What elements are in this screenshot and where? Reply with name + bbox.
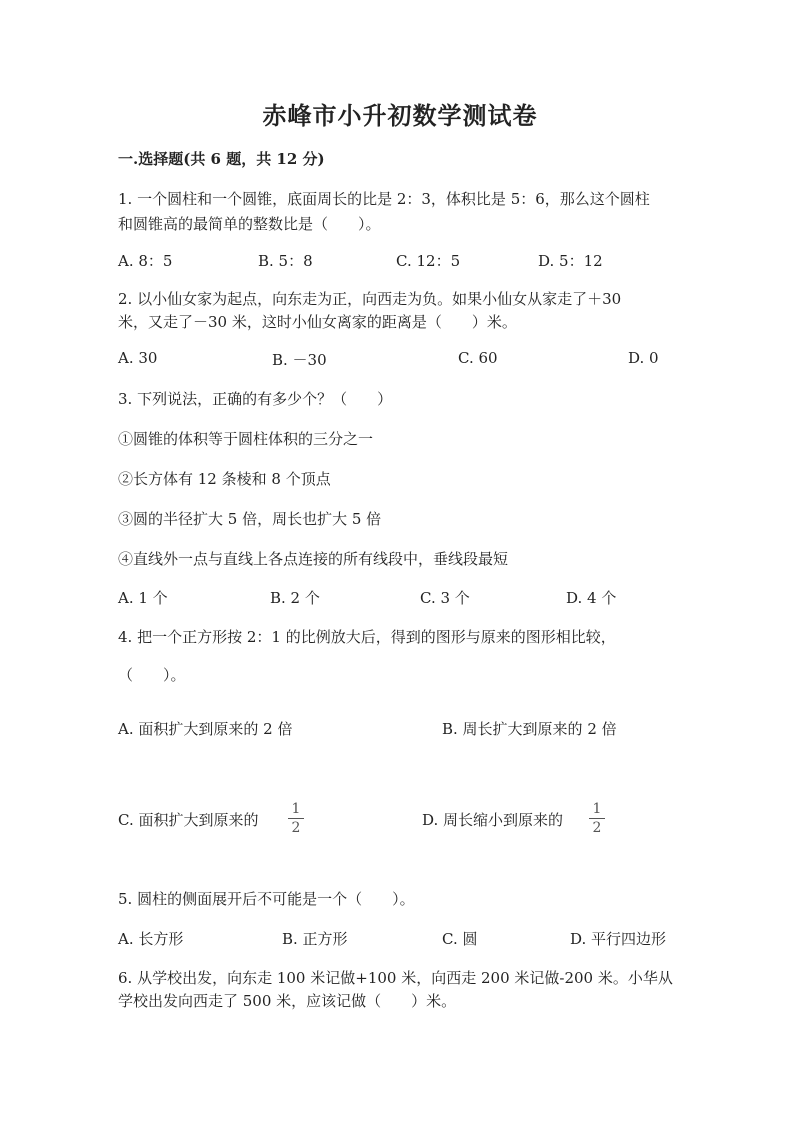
question-4-option-d: D. 周长缩小到原来的 xyxy=(422,811,564,829)
question-3-option-c: C. 3 个 xyxy=(420,589,470,607)
question-2-option-d: D. 0 xyxy=(628,349,659,367)
question-3-statement-4: ④直线外一点与直线上各点连接的所有线段中，垂线段最短 xyxy=(118,550,509,568)
question-4-option-a: A. 面积扩大到原来的 2 倍 xyxy=(118,720,293,738)
question-4-line-1: 4. 把一个正方形按 2：1 的比例放大后，得到的图形与原来的图形相比较， xyxy=(118,628,616,646)
question-5-option-a: A. 长方形 xyxy=(118,930,184,948)
question-1-option-c: C. 12：5 xyxy=(396,252,461,270)
question-3-statement-3: ③圆的半径扩大 5 倍，周长也扩大 5 倍 xyxy=(118,510,382,528)
question-4-option-b: B. 周长扩大到原来的 2 倍 xyxy=(442,720,617,738)
fraction-numerator: 1 xyxy=(592,801,602,817)
question-1-option-d: D. 5：12 xyxy=(538,252,603,270)
question-6-line-2: 学校出发向西走了 500 米，应该记做（ ）米。 xyxy=(118,992,457,1010)
question-3-option-d: D. 4 个 xyxy=(566,589,617,607)
question-1-line-2: 和圆锥高的最简单的整数比是（ ）。 xyxy=(118,215,381,233)
question-3-line-1: 3. 下列说法，正确的有多少个？（ ） xyxy=(118,390,393,408)
question-5-option-c: C. 圆 xyxy=(442,930,478,948)
fraction-bar xyxy=(288,818,304,819)
question-2-option-c: C. 60 xyxy=(458,349,498,367)
fraction-bar xyxy=(589,818,605,819)
section-heading: 一.选择题(共 6 题，共 12 分) xyxy=(118,150,325,168)
question-4-option-c: C. 面积扩大到原来的 xyxy=(118,811,259,829)
question-2-line-2: 米，又走了－30 米，这时小仙女离家的距离是（ ）米。 xyxy=(118,313,517,331)
page-title: 赤峰市小升初数学测试卷 xyxy=(262,101,538,130)
question-3-statement-1: ①圆锥的体积等于圆柱体积的三分之一 xyxy=(118,430,374,448)
question-3-option-a: A. 1 个 xyxy=(118,589,168,607)
question-4-option-c-fraction xyxy=(288,801,304,836)
question-4-option-d-fraction xyxy=(589,801,605,836)
fraction-denominator: 2 xyxy=(291,820,301,836)
question-3-option-b: B. 2 个 xyxy=(270,589,320,607)
question-6-line-1: 6. 从学校出发，向东走 100 米记做+100 米，向西走 200 米记做-200 米。小华从 xyxy=(118,969,673,987)
fraction-numerator: 1 xyxy=(291,801,301,817)
question-2-line-1: 2. 以小仙女家为起点，向东走为正，向西走为负。如果小仙女从家走了＋30 xyxy=(118,290,622,308)
question-1-option-b: B. 5：8 xyxy=(258,252,313,270)
question-3-statement-2: ②长方体有 12 条棱和 8 个顶点 xyxy=(118,470,331,488)
fraction-denominator: 2 xyxy=(592,820,602,836)
question-2-option-b: B. －30 xyxy=(272,351,327,369)
question-1-line-1: 1. 一个圆柱和一个圆锥，底面周长的比是 2：3，体积比是 5：6，那么这个圆柱 xyxy=(118,190,650,208)
question-1-option-a: A. 8：5 xyxy=(118,252,173,270)
question-5-option-d: D. 平行四边形 xyxy=(570,930,667,948)
question-5-option-b: B. 正方形 xyxy=(282,930,348,948)
question-2-option-a: A. 30 xyxy=(118,349,158,367)
question-5-line-1: 5. 圆柱的侧面展开后不可能是一个（ ）。 xyxy=(118,890,415,908)
question-4-line-2: （ ）。 xyxy=(118,666,186,684)
